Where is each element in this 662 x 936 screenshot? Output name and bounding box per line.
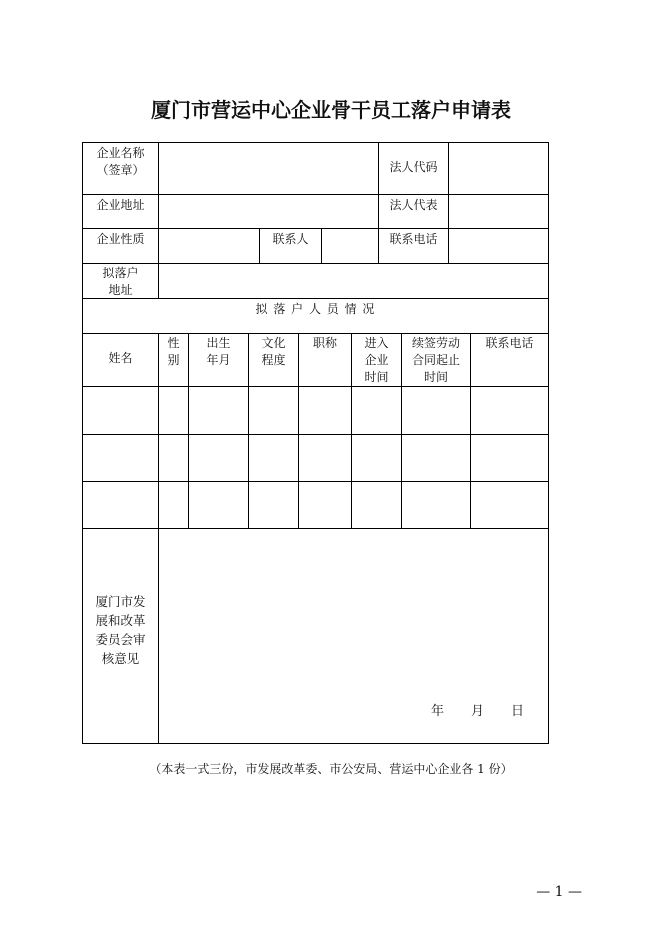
application-form [82, 142, 549, 744]
company-type-label: 企业性质 [96, 232, 145, 246]
col-header-gender: 性 别 [167, 336, 180, 367]
col-header-name: 姓名 [108, 351, 133, 365]
table-row[interactable] [83, 482, 548, 528]
legal-code-field[interactable] [449, 143, 548, 194]
col-header-contract: 续签劳动 合同起止 时间 [411, 336, 460, 384]
contact-phone-label: 联系电话 [389, 232, 438, 246]
company-name-field[interactable] [159, 143, 378, 194]
review-label: 厦门市发 展和改革 委员会审 核意见 [95, 594, 146, 666]
settle-address-field[interactable] [159, 264, 548, 298]
contact-person-label: 联系人 [272, 232, 309, 246]
date-day: 日 [511, 704, 525, 719]
contact-phone-field[interactable] [449, 229, 548, 263]
legal-rep-label: 法人代表 [389, 198, 438, 212]
table-row[interactable] [83, 435, 548, 481]
section-heading: 拟 落 户 人 员 情 况 [255, 302, 376, 316]
page-number: — 1 — [536, 884, 582, 900]
legal-code-label: 法人代码 [389, 160, 438, 174]
col-header-birth: 出生 年月 [206, 336, 231, 367]
review-opinion-area[interactable] [159, 529, 548, 743]
col-header-join-date: 进入 企业 时间 [364, 336, 389, 384]
company-type-field[interactable] [159, 229, 259, 263]
company-address-field[interactable] [159, 195, 378, 228]
footnote: （本表一式三份，市发展改革委、市公安局、营运中心企业各 1 份） [149, 762, 513, 776]
date-year: 年 [431, 704, 445, 719]
page-title: 厦门市营运中心企业骨干员工落户申请表 [151, 98, 511, 122]
col-header-education: 文化 程度 [261, 336, 286, 367]
contact-person-field[interactable] [322, 229, 378, 263]
company-name-label: 企业名称 （签章） [96, 146, 145, 177]
date-month: 月 [471, 704, 485, 719]
table-row[interactable] [83, 387, 548, 434]
company-address-label: 企业地址 [96, 198, 145, 212]
legal-rep-field[interactable] [449, 195, 548, 228]
col-header-title: 职称 [312, 336, 337, 350]
settle-address-label: 拟落户 地址 [102, 266, 139, 297]
col-header-phone: 联系电话 [485, 336, 534, 350]
